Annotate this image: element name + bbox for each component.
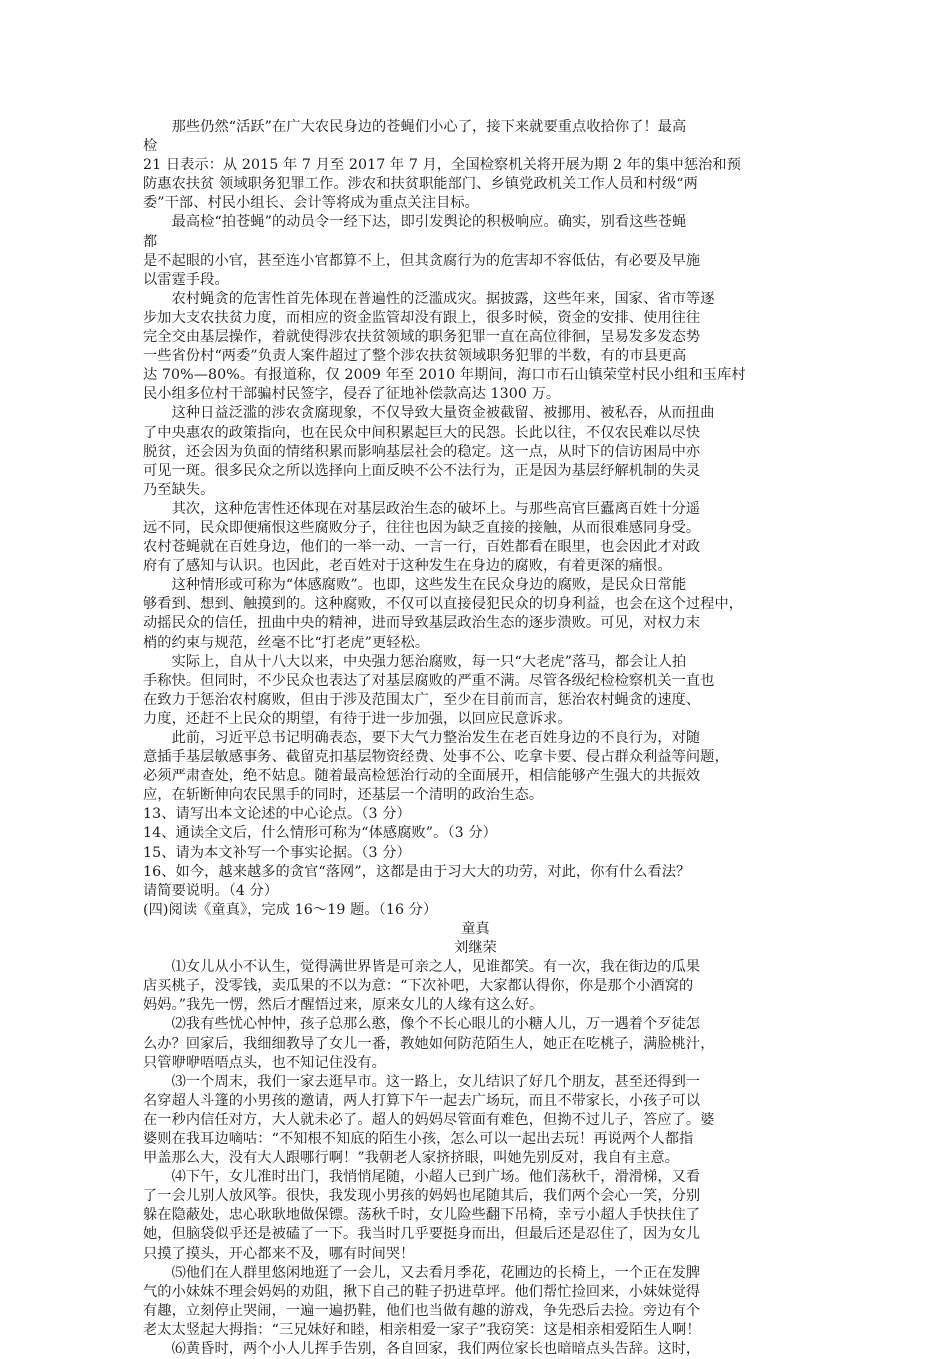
text-line: 乃至缺失。 bbox=[143, 481, 215, 498]
text-line: ⑶一个周末，我们一家去逛早市。这一路上，女儿结识了好几个朋友，甚至还得到一 bbox=[143, 1073, 701, 1090]
text-line: 店买桃子，没零钱，卖瓜果的不以为意：“下次补吧，大家都认得你，你是那个小酒窝的 bbox=[143, 978, 694, 995]
text-line: 完全交由基层操作，着就使得涉农扶贫领域的职务犯罪一直在高位徘徊，呈易发多发态势 bbox=[143, 329, 701, 346]
text-line: (四)阅读《童真》，完成 16～19 题。（16 分） bbox=[143, 901, 438, 918]
text-line: 府有了感知与认识。也因此，老百姓对于这种发生在身边的腐败，有着更深的痛恨。 bbox=[143, 558, 672, 575]
text-line: 这种情形或可称为“体感腐败”。也即，这些发生在民众身边的腐败，是民众日常能 bbox=[143, 577, 687, 594]
text-line: 此前，习近平总书记明确表态，要下大气力整治发生在老百姓身边的不良行为，对随 bbox=[143, 730, 701, 746]
text-line: 在致力于惩治农村腐败，但由于涉及范围太广，至少在目前而言，惩治农村蝇贪的速度、 bbox=[143, 691, 701, 708]
text-line: ⑴女儿从小不认生，觉得满世界皆是可亲之人，见谁都笑。有一次，我在街边的瓜果 bbox=[143, 959, 701, 976]
text-line: 14、通读全文后，什么情形可称为“体感腐败”。（3 分） bbox=[143, 825, 497, 842]
story-author: 刘继荣 bbox=[454, 940, 497, 957]
text-line: 实际上，自从十八大以来，中央强力惩治腐败，每一只“大老虎”落马，都会让人拍 bbox=[143, 653, 687, 670]
text-line: 梢的约束与规范，丝毫不比“打老虎”更轻松。 bbox=[143, 634, 430, 651]
text-line: 都 bbox=[143, 233, 158, 250]
text-line: 有趣，立刻停止哭闹，一遍一遍扔鞋，他们也当做有趣的游戏，争先恐后去捡。旁边有个 bbox=[143, 1302, 701, 1319]
text-line: 力度，还赶不上民众的期望，有待于进一步加强，以回应民意诉求。 bbox=[143, 710, 572, 727]
text-line: 她，但脑袋似乎还是被磕了一下。我当时几乎要挺身而出，但最后还是忍住了，因为女儿 bbox=[143, 1226, 701, 1243]
text-line: 婆则在我耳边嘀咕：“不知根不知底的陌生小孩，怎么可以一起出去玩！再说两个人都指 bbox=[143, 1130, 694, 1147]
text-line: 动摇民众的信任，扭曲中央的精神，进而导致基层政治生态的逐步溃败。可见，对权力末 bbox=[143, 615, 701, 632]
text-line: 委”干部、村民小组长、会计等将成为重点关注目标。 bbox=[143, 195, 479, 212]
text-line: 请简要说明。（4 分） bbox=[143, 882, 279, 899]
text-line: 步加大支农扶贫力度，而相应的资金监管却没有跟上，很多时候，资金的安排、使用往往 bbox=[143, 309, 701, 326]
text-line: 气的小妹妹不理会妈妈的劝阻，揪下自己的鞋子扔进草坪。他们帮忙捡回来，小妹妹觉得 bbox=[143, 1283, 701, 1300]
text-line: 意插手基层敏感事务、截留克扣基层物资经费、处事不公、吃拿卡要、侵占群众利益等问题， bbox=[143, 749, 729, 766]
text-line: 民小组多位村干部骗村民签字，侵吞了征地补偿款高达 1300 万。 bbox=[143, 386, 561, 403]
text-line: 必须严肃查处，绝不姑息。随着最高检惩治行动的全面展开，相信能够产生强大的共振效 bbox=[143, 768, 701, 785]
text-line: 16、如今，越来越多的贪官“落网”，这都是由于习大大的功劳，对此，你有什么看法？ bbox=[143, 863, 691, 880]
text-line: 达 70%—80%。有报道称，仅 2009 年至 2010 年期间，海口市石山镇荣堂村民小组和玉库村 bbox=[143, 367, 746, 384]
text-line: 了一会儿别人放风筝。很快，我发现小男孩的妈妈也尾随其后，我们两个会心一笑，分别 bbox=[143, 1188, 701, 1205]
text-line: 只管咿咿唔唔点头，也不知记住没有。 bbox=[143, 1054, 386, 1071]
text-line: 名穿超人斗篷的小男孩的邀请，两人打算下午一起去广场玩，而且不带家长，小孩子可以 bbox=[143, 1092, 701, 1109]
text-line: 农村苍蝇就在百姓身边，他们的一举一动、一言一行，百姓都看在眼里，也会因此才对政 bbox=[143, 539, 701, 556]
essay-body bbox=[143, 118, 808, 920]
text-line: ⑹黄昏时，两个小人儿挥手告别，各自回家，我们两位家长也暗暗点头告辞。这时， bbox=[143, 1341, 701, 1357]
text-line: 检 bbox=[143, 138, 158, 155]
text-line: ⑸他们在人群里悠闲地逛了一会儿，又去看月季花，花圃边的长椅上，一个正在发脾 bbox=[143, 1264, 701, 1281]
text-line: 够看到、想到、触摸到的。这种腐败，不仅可以直接侵犯民众的切身利益，也会在这个过程中， bbox=[143, 596, 744, 613]
text-line: 应，在斩断伸向农民黑手的同时，还基层一个清明的政治生态。 bbox=[143, 787, 544, 804]
text-line: 脱贫，还会因为负面的情绪积累而影响基层社会的稳定。这一点，从时下的信访困局中亦 bbox=[143, 443, 701, 460]
text-line: 躲在隐蔽处，忠心耿耿地做保镖。荡秋千时，女儿险些翻下吊椅，幸亏小超人手快扶住了 bbox=[143, 1207, 701, 1224]
text-line: 只摸了摸头，开心都来不及，哪有时间哭！ bbox=[143, 1245, 415, 1262]
text-line: 最高检“拍苍蝇”的动员令一经下达，即引发舆论的积极响应。确实，别看这些苍蝇 bbox=[143, 214, 687, 231]
text-line: 防惠农扶贫 领域职务犯罪工作。涉农和扶贫职能部门、乡镇党政机关工作人员和村级“两 bbox=[143, 176, 698, 193]
text-line: 21 日表示：从 2015 年 7 月至 2017 年 7 月，全国检察机关将开展为期 2 年的集中惩治和预 bbox=[143, 157, 741, 174]
text-line: 13、请写出本文论述的中心论点。（3 分） bbox=[143, 806, 411, 823]
text-line: 手称快。但同时，不少民众也表达了对基层腐败的严重不满。尽管各级纪检检察机关一直也 bbox=[143, 672, 715, 689]
text-line: 甲盖那么大，没有大人跟哪行啊！”我朝老人家挤挤眼，叫她先别反对，我自有主意。 bbox=[143, 1150, 679, 1167]
text-line: 了中央惠农的政策指向，也在民众中间积累起巨大的民怨。长此以往，不仅农民难以尽快 bbox=[143, 424, 701, 441]
text-line: 这种日益泛滥的涉农贪腐现象，不仅导致大量资金被截留、被挪用、被私吞，从而扭曲 bbox=[143, 405, 715, 422]
text-line: 以雷霆手段。 bbox=[143, 271, 229, 288]
text-line: 远不同，民众即便痛恨这些腐败分子，往往也因为缺乏直接的接触，从而很难感同身受。 bbox=[143, 519, 701, 536]
text-line: 一些省份村“两委”负责人案件超过了整个涉农扶贫领域职务犯罪的半数，有的市县更高 bbox=[143, 348, 687, 365]
document-page bbox=[143, 118, 808, 1359]
text-line: 在一秒内信任对方，大人就未必了。超人的妈妈尽管面有难色，但拗不过儿子，答应了。婆 bbox=[143, 1111, 715, 1128]
text-line: 老太太竖起大拇指：“三兄妹好和睦，相亲相爱一家子”我窃笑：这是相亲相爱陌生人啊！ bbox=[143, 1321, 701, 1338]
story-body bbox=[143, 958, 808, 1359]
text-line: 15、请为本文补写一个事实论据。（3 分） bbox=[143, 844, 411, 861]
text-line: 农村蝇贪的危害性首先体现在普遍性的泛滥成灾。据披露，这些年来，国家、省市等逐 bbox=[143, 290, 715, 307]
text-line: 么办？回家后，我细细教导了女儿一番，教她如何防范陌生人，她正在吃桃子，满脸桃汁， bbox=[143, 1035, 715, 1052]
text-line: 可见一斑。很多民众之所以选择向上面反映不公不法行为，正是因为基层纾解机制的失灵 bbox=[143, 462, 701, 479]
text-line: 妈妈。”我先一愣，然后才醒悟过来，原来女儿的人缘有这么好。 bbox=[143, 997, 544, 1014]
text-line: ⑵我有些忧心忡忡，孩子总那么憨，像个不长心眼儿的小糖人儿，万一遇着个歹徒怎 bbox=[143, 1016, 701, 1033]
text-line: 是不起眼的小官，甚至连小官都算不上，但其贪腐行为的危害却不容低估，有必要及早施 bbox=[143, 252, 701, 269]
text-line: 那些仍然“活跃”在广大农民身边的苍蝇们小心了，接下来就要重点收拾你了！最高 bbox=[143, 119, 687, 135]
text-line: 其次，这种危害性还体现在对基层政治生态的破坏上。与那些高官巨蠹离百姓十分遥 bbox=[143, 500, 701, 517]
text-line: ⑷下午，女儿准时出门，我悄悄尾随，小超人已到广场。他们荡秋千，滑滑梯，又看 bbox=[143, 1169, 701, 1186]
story-title: 童真 bbox=[461, 920, 490, 937]
